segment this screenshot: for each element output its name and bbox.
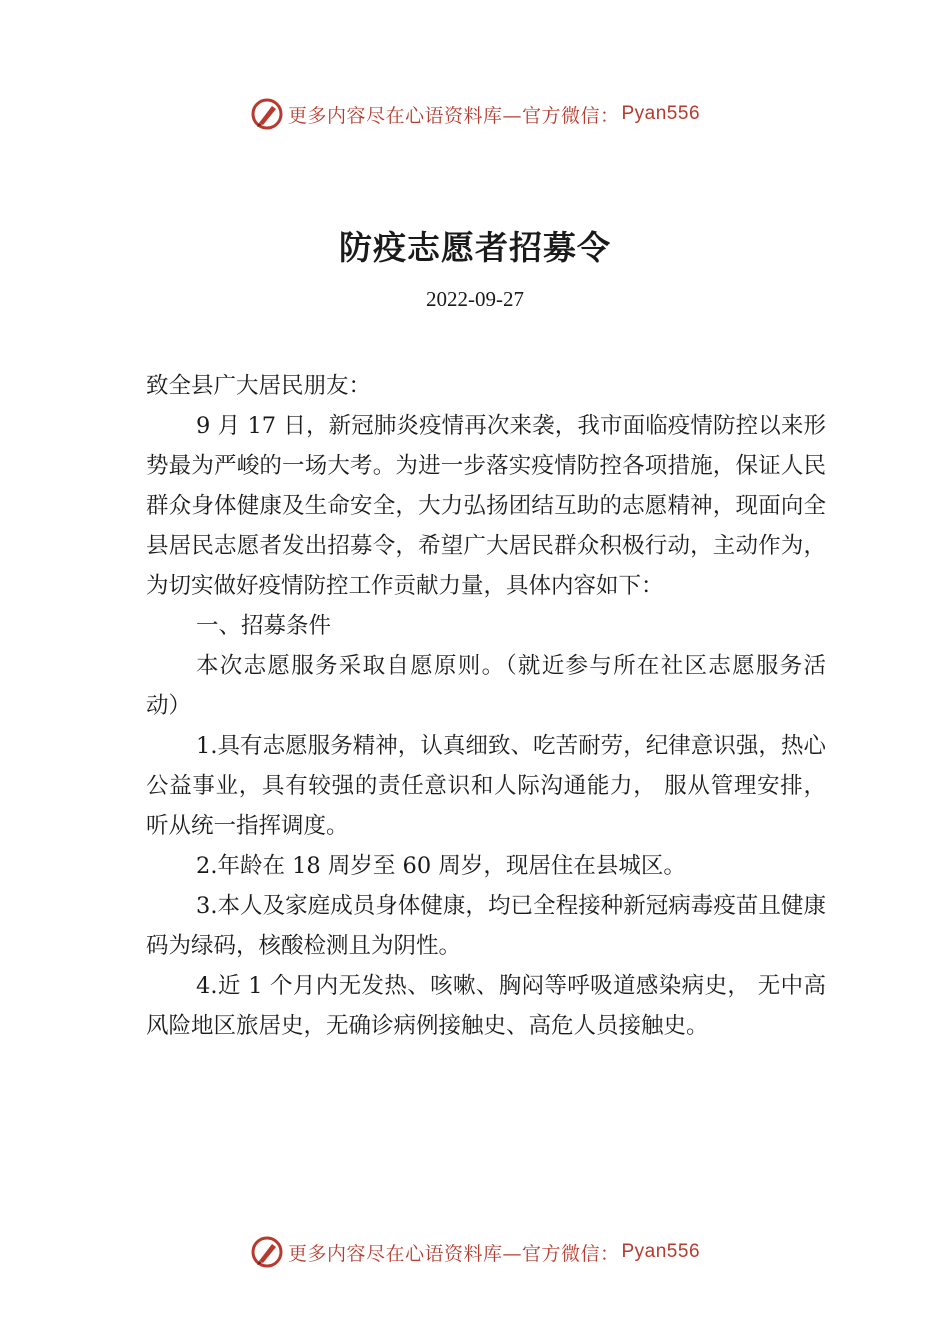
- document-title: 防疫志愿者招募令: [339, 228, 611, 267]
- watermark-handle: Pyan556: [621, 1241, 701, 1262]
- pen-logo-icon: [250, 1235, 284, 1269]
- section-heading: 一、招募条件: [196, 613, 332, 639]
- document-date: 2022-09-27: [426, 287, 524, 311]
- pen-logo-icon: [250, 97, 284, 131]
- intro-paragraph: 9 月 17 日，新冠肺炎疫情再次来袭，我市面临疫情防控以来形势最为严峻的一场大考。为进一步落实疫情防控各项措施，保证人民群众身体健康及生命安全，大力弘扬团结互助的志愿精神，现面向全县居民志愿者发出招募令，希望广大居民群众积极行动，主动作为，为切实做好疫情防控工作贡献力量，具体内容如下：: [146, 413, 826, 599]
- watermark-text: 更多内容尽在心语资料库—官方微信：: [287, 104, 620, 127]
- watermark-header: [0, 97, 950, 131]
- condition-item: 4.近 1 个月内无发热、咳嗽、胸闷等呼吸道感染病史， 无中高风险地区旅居史，无确诊病例接触史、高危人员接触史。: [146, 973, 826, 1039]
- section-intro: 本次志愿服务采取自愿原则。（就近参与所在社区志愿服务活动）: [146, 653, 826, 719]
- condition-item: 3.本人及家庭成员身体健康，均已全程接种新冠病毒疫苗且健康码为绿码，核酸检测且为阴性。: [146, 893, 826, 959]
- watermark-text: 更多内容尽在心语资料库—官方微信：: [287, 1242, 620, 1265]
- watermark-handle: Pyan556: [621, 103, 701, 124]
- condition-item: 1.具有志愿服务精神，认真细致、吃苦耐劳，纪律意识强，热心公益事业，具有较强的责任意识和人际沟通能力， 服从管理安排，听从统一指挥调度。: [146, 733, 826, 839]
- condition-item: 2.年龄在 18 周岁至 60 周岁，现居住在县城区。: [196, 853, 686, 879]
- watermark-footer: [0, 1235, 950, 1269]
- document-body: [146, 366, 826, 1046]
- salutation: 致全县广大居民朋友：: [146, 373, 372, 399]
